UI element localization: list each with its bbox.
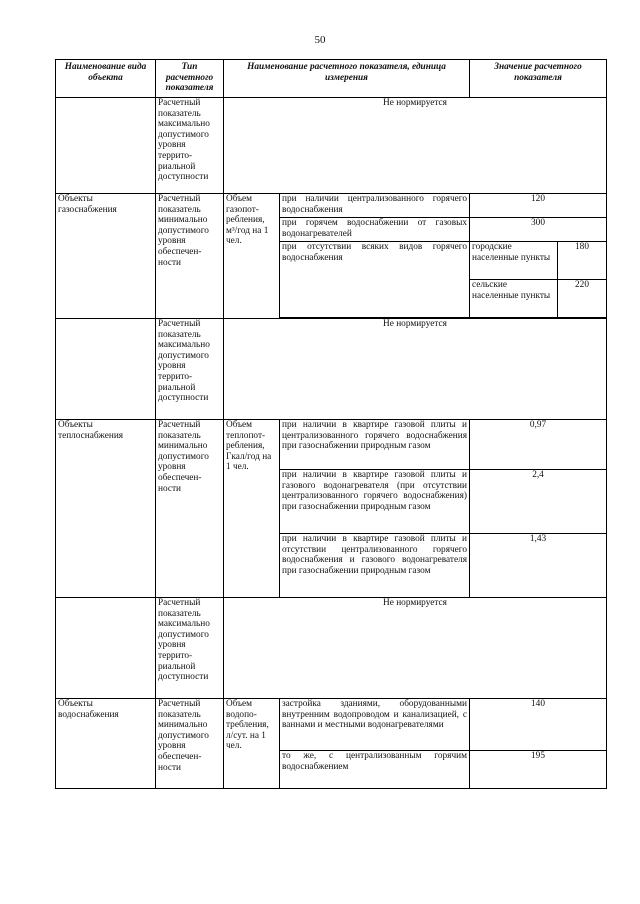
table-row: [56, 598, 607, 699]
condition-cell: при горячем водоснабжении от газовых водонагревателей: [280, 218, 470, 242]
page-number: 50: [314, 34, 326, 46]
sub-label-cell: сельские населенные пункты: [470, 280, 558, 318]
unit-cell-gas: Объем газопот-ребления, м³/год на 1 чел.: [224, 194, 280, 319]
value-cell: 300: [470, 218, 607, 242]
header-indicator-value: Значение расчетного показателя: [470, 60, 607, 98]
norms-table: [55, 59, 607, 789]
indicator-type-cell: Расчетный показатель максимально допустимого уровня террито-риальной доступности: [156, 98, 224, 194]
object-cell-empty: [56, 98, 156, 194]
value-cell: 180: [558, 242, 607, 280]
table-row: [56, 699, 607, 751]
table-row: [56, 420, 607, 470]
value-cell: 1,43: [470, 534, 607, 598]
value-cell: 140: [470, 699, 607, 751]
not-normed-cell: Не нормируется: [224, 598, 607, 699]
object-cell-gas: Объекты газоснабжения: [56, 194, 156, 319]
unit-cell-water: Объем водопо-требления, л/сут. на 1 чел.: [224, 699, 280, 789]
sub-label-cell: городские населенные пункты: [470, 242, 558, 280]
object-cell-empty: [56, 319, 156, 420]
header-object-type: Наименование вида объекта: [56, 60, 156, 98]
condition-cell: застройка зданиями, оборудованными внутренним водопроводом и канализацией, с ваннами и местными водонагревателями: [280, 699, 470, 751]
unit-cell-heat: Объем теплопот-ребления, Гкал/год на 1 чел.: [224, 420, 280, 598]
condition-cell: при наличии в квартире газовой плиты и отсутствии централизованного горячего водоснабжения и газового водонагревателя при газоснабжении природным газом: [280, 534, 470, 598]
indicator-type-cell: Расчетный показатель максимально допустимого уровня террито-риальной доступности: [156, 598, 224, 699]
indicator-type-cell: Расчетный показатель минимально допустимого уровня обеспечен-ности: [156, 194, 224, 319]
table-row: [56, 319, 607, 420]
condition-cell: при наличии в квартире газовой плиты и централизованного горячего водоснабжения при газоснабжении природным газом: [280, 420, 470, 470]
value-cell: 120: [470, 194, 607, 218]
indicator-type-cell: Расчетный показатель минимально допустимого уровня обеспечен-ности: [156, 699, 224, 789]
indicator-type-cell: Расчетный показатель максимально допустимого уровня террито-риальной доступности: [156, 319, 224, 420]
table-row: [56, 194, 607, 218]
header-indicator-name: Наименование расчетного показателя, единица измерения: [224, 60, 470, 98]
object-cell-water: Объекты водоснабжения: [56, 699, 156, 789]
header-row: [56, 60, 607, 98]
value-cell: 0,97: [470, 420, 607, 470]
not-normed-cell: Не нормируется: [224, 319, 607, 420]
condition-cell: при отсутствии всяких видов горячего водоснабжения: [280, 242, 470, 318]
header-indicator-type: Тип расчетного показателя: [156, 60, 224, 98]
object-cell-empty: [56, 598, 156, 699]
condition-cell: то же, с централизованным горячим водоснабжением: [280, 751, 470, 789]
table-row: [56, 98, 607, 194]
value-cell: 195: [470, 751, 607, 789]
not-normed-cell: Не нормируется: [224, 98, 607, 194]
object-cell-heat: Объекты теплоснабжения: [56, 420, 156, 598]
indicator-type-cell: Расчетный показатель минимально допустимого уровня обеспечен-ности: [156, 420, 224, 598]
value-cell: 2,4: [470, 470, 607, 534]
value-cell: 220: [558, 280, 607, 318]
condition-cell: при наличии в квартире газовой плиты и газового водонагревателя (при отсутствии централизованного горячего водоснабжения) при газоснабжении природным газом: [280, 470, 470, 534]
condition-cell: при наличии централизованного горячего водоснабжения: [280, 194, 470, 218]
